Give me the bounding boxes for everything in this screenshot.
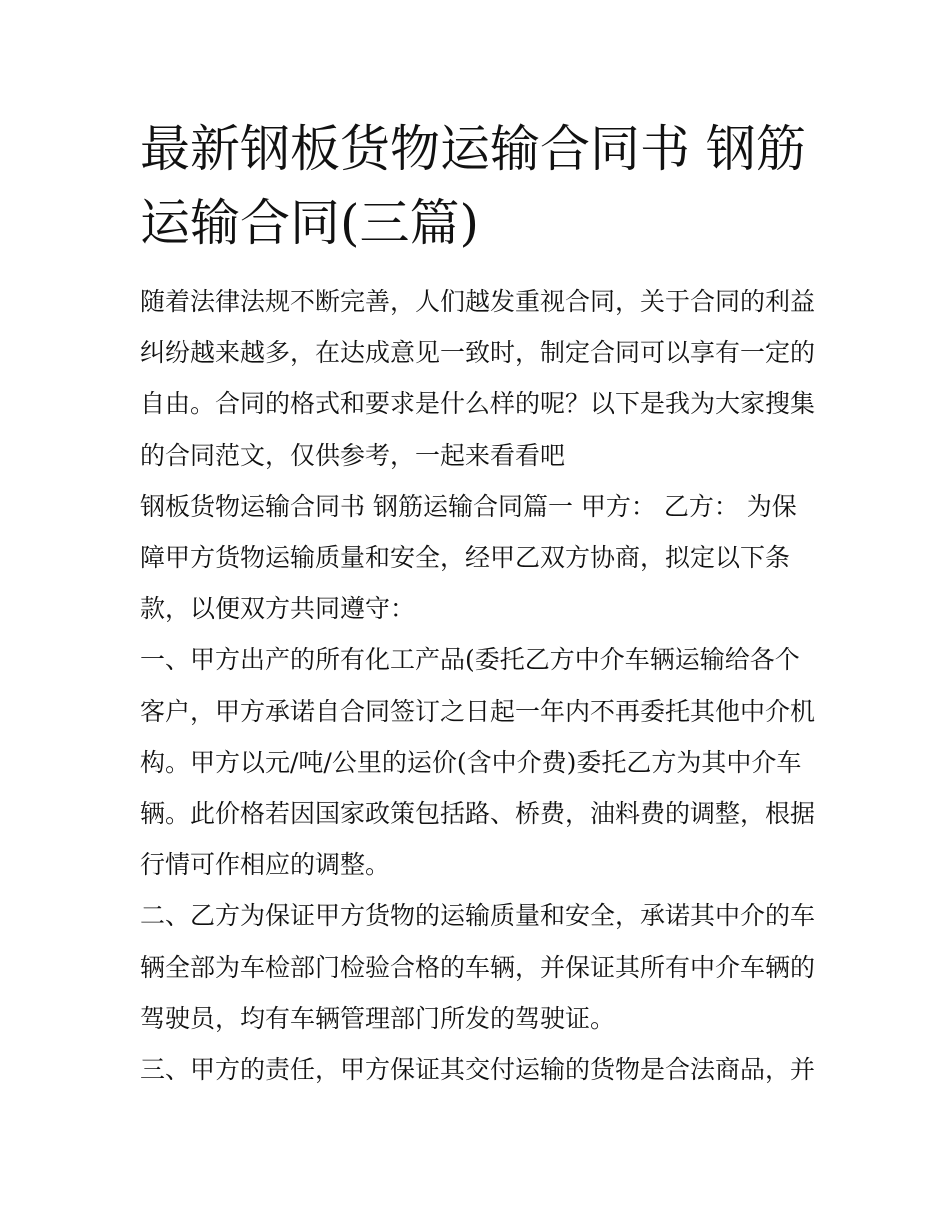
document-body <box>140 276 820 1095</box>
text-line: 款，以便双方共同遵守： <box>140 594 416 624</box>
clause-1-paragraph <box>140 634 820 890</box>
text-line: 三、甲方的责任，甲方保证其交付运输的货物是合法商品，并 <box>140 1055 816 1085</box>
text-line: 构。甲方以元/吨/公里的运价(含中介费)委托乙方为其中介车 <box>140 747 802 777</box>
text-line: 随着法律法规不断完善，人们越发重视合同，关于合同的利益 <box>140 287 816 316</box>
clause-3-paragraph <box>140 1044 820 1095</box>
text-line: 客户，甲方承诺自合同签订之日起一年内不再委托其他中介机 <box>140 696 816 726</box>
text-line: 纠纷越来越多，在达成意见一致时，制定合同可以享有一定的 <box>140 338 816 368</box>
text-line: 障甲方货物运输质量和安全，经甲乙双方协商，拟定以下条 <box>140 543 791 573</box>
title-line: 最新钢板货物运输合同书 钢筋 <box>140 120 806 178</box>
text-line: 行情可作相应的调整。 <box>140 850 391 880</box>
text-line: 驾驶员，均有车辆管理部门所发的驾驶证。 <box>140 1003 616 1033</box>
text-line: 自由。合同的格式和要求是什么样的呢？以下是我为大家搜集 <box>140 389 816 419</box>
text-line: 一、甲方出产的所有化工产品(委托乙方中介车辆运输给各个 <box>140 645 800 675</box>
title-line: 运输合同(三篇) <box>140 194 480 252</box>
text-line: 辆。此价格若因国家政策包括路、桥费，油料费的调整，根据 <box>140 799 816 829</box>
section-heading-paragraph <box>140 481 820 635</box>
clause-2-paragraph <box>140 890 820 1044</box>
text-line: 的合同范文，仅供参考，一起来看看吧 <box>140 440 566 470</box>
document-title <box>140 112 820 260</box>
intro-paragraph <box>140 276 820 481</box>
text-line: 辆全部为车检部门检验合格的车辆，并保证其所有中介车辆的 <box>140 952 816 982</box>
text-line: 二、乙方为保证甲方货物的运输质量和安全，承诺其中介的车 <box>140 901 816 931</box>
text-line: 钢板货物运输合同书 钢筋运输合同篇一 甲方： 乙方： 为保 <box>140 491 797 521</box>
